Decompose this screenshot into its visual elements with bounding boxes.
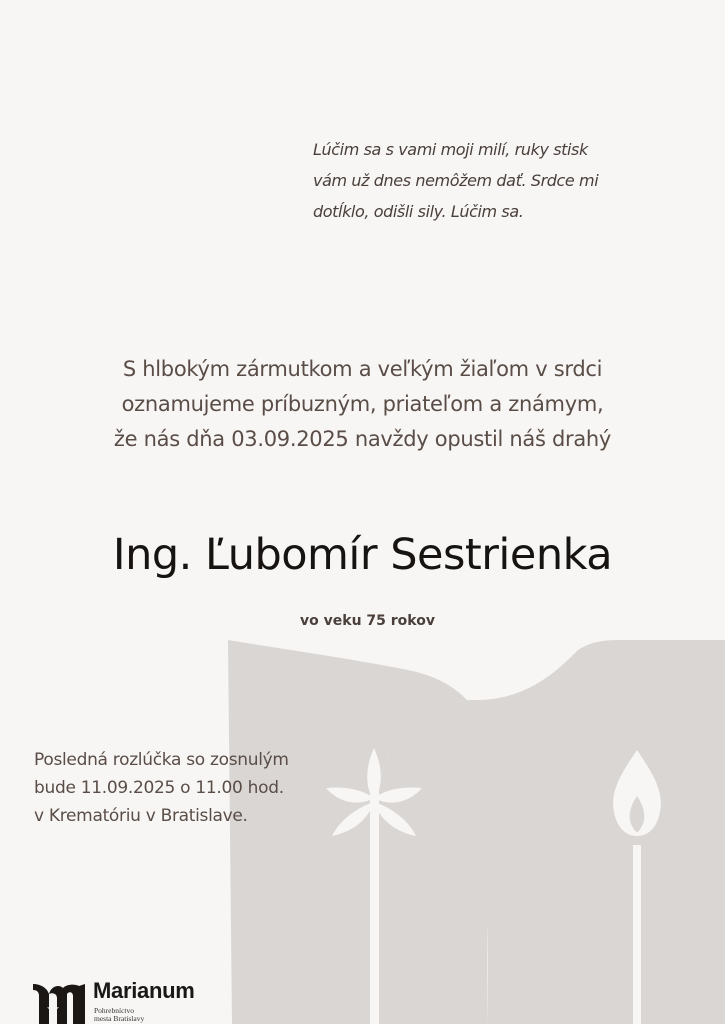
funeral-details	[34, 746, 354, 830]
announcement-line: že nás dňa 03.09.2025 navždy opustil náš drahý	[113, 427, 612, 451]
marianum-logo	[33, 978, 233, 1024]
funeral-line: Posledná rozlúčka so zosnulým	[34, 750, 289, 770]
announcement-line: S hlbokým zármutkom a veľkým žiaľom v srdci	[122, 357, 603, 381]
deceased-name: Ing. Ľubomír Sestrienka	[112, 530, 613, 580]
logo-subtitle-line: Pohrebníctvo	[94, 1006, 134, 1015]
logo-subtitle	[94, 1007, 144, 1023]
logo-name: Marianum	[93, 978, 195, 1003]
quote-line: vám už dnes nemôžem dať. Srdce mi	[313, 171, 599, 190]
logo-subtitle-line: mesta Bratislavy	[94, 1014, 145, 1023]
marianum-logo-icon	[33, 982, 85, 1024]
announcement-text	[0, 352, 725, 457]
quote-line: dotĺklo, odišli sily. Lúčim sa.	[313, 202, 524, 221]
farewell-quote	[313, 134, 653, 227]
announcement-line: oznamujeme príbuzným, priateľom a známym,	[121, 392, 604, 416]
funeral-line: v Krematóriu v Bratislave.	[34, 806, 248, 826]
quote-line: Lúčim sa s vami moji milí, ruky stisk	[313, 140, 588, 159]
marianum-emblem-icon	[228, 640, 725, 1024]
funeral-line: bude 11.09.2025 o 11.00 hod.	[34, 778, 284, 798]
deceased-age: vo veku 75 rokov	[300, 613, 435, 629]
